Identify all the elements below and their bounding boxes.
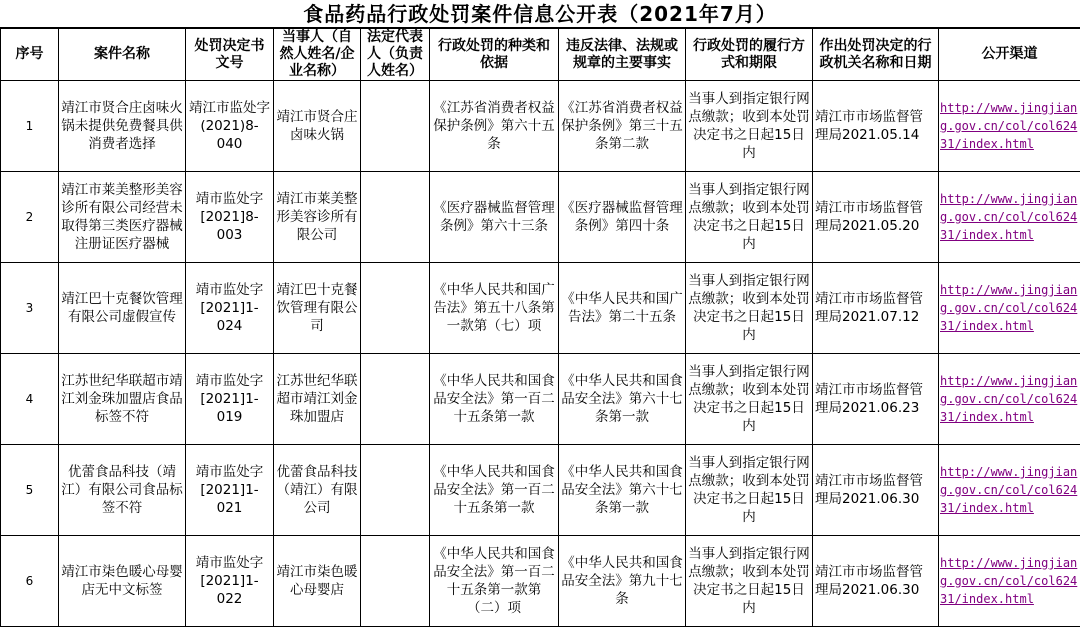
header-penalty-basis[interactable]: 行政处罚的种类和依据 <box>430 29 559 81</box>
cell-channel-link[interactable]: http://www.jingjiang.gov.cn/col/col62431/index.html <box>939 445 1080 536</box>
cell-no[interactable]: 5 <box>1 445 59 536</box>
header-party[interactable]: 当事人（自然人姓名/企业名称） <box>274 29 361 81</box>
cell-authority-date[interactable]: 靖江市市场监督管理局2021.07.12 <box>813 263 939 354</box>
cell-party[interactable]: 靖江巴十克餐饮管理有限公司 <box>274 263 361 354</box>
cell-channel-link[interactable]: http://www.jingjiang.gov.cn/col/col62431/index.html <box>939 172 1080 263</box>
header-channel[interactable]: 公开渠道 <box>939 29 1080 81</box>
cell-no[interactable]: 4 <box>1 354 59 445</box>
header-case-name[interactable]: 案件名称 <box>59 29 186 81</box>
cell-party[interactable]: 江苏世纪华联超市靖江刘金珠加盟店 <box>274 354 361 445</box>
cell-penalty-basis[interactable]: 《中华人民共和国食品安全法》第一百二十五条第一款第（二）项 <box>430 536 559 627</box>
cell-authority-date[interactable]: 靖江市市场监督管理局2021.06.30 <box>813 445 939 536</box>
cell-channel-link[interactable]: http://www.jingjiang.gov.cn/col/col62431/index.html <box>939 81 1080 172</box>
cell-case-name[interactable]: 靖江市贤合庄卤味火锅未提供免费餐具供消费者选择 <box>59 81 186 172</box>
cell-authority-date[interactable]: 靖江市市场监督管理局2021.05.20 <box>813 172 939 263</box>
cell-doc-no[interactable]: 靖市监处字[2021]1-022 <box>186 536 274 627</box>
cell-method-deadline[interactable]: 当事人到指定银行网点缴款；收到本处罚决定书之日起15日内 <box>686 81 813 172</box>
cell-violation-facts[interactable]: 《中华人民共和国广告法》第二十五条 <box>559 263 686 354</box>
cell-case-name[interactable]: 靖江市莱美整形美容诊所有限公司经营未取得第三类医疗器械注册证医疗器械 <box>59 172 186 263</box>
table-row <box>1 445 1080 536</box>
cell-no[interactable]: 6 <box>1 536 59 627</box>
table-row <box>1 354 1080 445</box>
cell-legal-rep[interactable] <box>361 172 430 263</box>
header-violation-facts[interactable]: 违反法律、法规或规章的主要事实 <box>559 29 686 81</box>
cell-penalty-basis[interactable]: 《医疗器械监督管理条例》第六十三条 <box>430 172 559 263</box>
header-no[interactable]: 序号 <box>1 29 59 81</box>
cell-authority-date[interactable]: 靖江市市场监督管理局2021.06.23 <box>813 354 939 445</box>
cell-method-deadline[interactable]: 当事人到指定银行网点缴款；收到本处罚决定书之日起15日内 <box>686 172 813 263</box>
table-row <box>1 536 1080 627</box>
cell-party[interactable]: 优蕾食品科技（靖江）有限公司 <box>274 445 361 536</box>
cell-penalty-basis[interactable]: 《中华人民共和国食品安全法》第一百二十五条第一款 <box>430 354 559 445</box>
cell-legal-rep[interactable] <box>361 536 430 627</box>
cell-legal-rep[interactable] <box>361 354 430 445</box>
cell-channel-link[interactable]: http://www.jingjiang.gov.cn/col/col62431/index.html <box>939 536 1080 627</box>
table-row <box>1 263 1080 354</box>
table-row <box>1 81 1080 172</box>
cell-no[interactable]: 2 <box>1 172 59 263</box>
cell-party[interactable]: 靖江市莱美整形美容诊所有限公司 <box>274 172 361 263</box>
table-row <box>1 172 1080 263</box>
cell-no[interactable]: 3 <box>1 263 59 354</box>
cell-violation-facts[interactable]: 《中华人民共和国食品安全法》第六十七条第一款 <box>559 354 686 445</box>
cell-channel-link[interactable]: http://www.jingjiang.gov.cn/col/col62431/index.html <box>939 354 1080 445</box>
cell-authority-date[interactable]: 靖江市市场监督管理局2021.06.30 <box>813 536 939 627</box>
cell-case-name[interactable]: 江苏世纪华联超市靖江刘金珠加盟店食品标签不符 <box>59 354 186 445</box>
cell-method-deadline[interactable]: 当事人到指定银行网点缴款；收到本处罚决定书之日起15日内 <box>686 445 813 536</box>
cell-case-name[interactable]: 靖江巴十克餐饮管理有限公司虚假宣传 <box>59 263 186 354</box>
cell-penalty-basis[interactable]: 《中华人民共和国广告法》第五十八条第一款第（七）项 <box>430 263 559 354</box>
cell-authority-date[interactable]: 靖江市市场监督管理局2021.05.14 <box>813 81 939 172</box>
cell-violation-facts[interactable]: 《中华人民共和国食品安全法》第六十七条第一款 <box>559 445 686 536</box>
cell-method-deadline[interactable]: 当事人到指定银行网点缴款；收到本处罚决定书之日起15日内 <box>686 536 813 627</box>
cell-doc-no[interactable]: 靖市监处字[2021]1-019 <box>186 354 274 445</box>
cell-channel-link[interactable]: http://www.jingjiang.gov.cn/col/col62431/index.html <box>939 263 1080 354</box>
cell-violation-facts[interactable]: 《中华人民共和国食品安全法》第九十七条 <box>559 536 686 627</box>
cell-method-deadline[interactable]: 当事人到指定银行网点缴款；收到本处罚决定书之日起15日内 <box>686 263 813 354</box>
cell-no[interactable]: 1 <box>1 81 59 172</box>
table-title: 食品药品行政处罚案件信息公开表（2021年7月） <box>0 0 1080 28</box>
cell-doc-no[interactable]: 靖市监处字[2021]1-024 <box>186 263 274 354</box>
cell-doc-no[interactable]: 靖江市监处字(2021)8-040 <box>186 81 274 172</box>
header-method-deadline[interactable]: 行政处罚的履行方式和期限 <box>686 29 813 81</box>
cell-legal-rep[interactable] <box>361 81 430 172</box>
header-authority-date[interactable]: 作出处罚决定的行政机关名称和日期 <box>813 29 939 81</box>
cell-violation-facts[interactable]: 《江苏省消费者权益保护条例》第三十五条第二款 <box>559 81 686 172</box>
header-row <box>1 29 1080 81</box>
cell-method-deadline[interactable]: 当事人到指定银行网点缴款；收到本处罚决定书之日起15日内 <box>686 354 813 445</box>
cell-case-name[interactable]: 靖江市柒色暖心母婴店无中文标签 <box>59 536 186 627</box>
header-doc-no[interactable]: 处罚决定书文号 <box>186 29 274 81</box>
cell-legal-rep[interactable] <box>361 445 430 536</box>
cell-doc-no[interactable]: 靖市监处字[2021]8-003 <box>186 172 274 263</box>
cell-doc-no[interactable]: 靖市监处字[2021]1-021 <box>186 445 274 536</box>
header-legal-rep[interactable]: 法定代表人（负责人姓名） <box>361 29 430 81</box>
cell-penalty-basis[interactable]: 《中华人民共和国食品安全法》第一百二十五条第一款 <box>430 445 559 536</box>
cell-violation-facts[interactable]: 《医疗器械监督管理条例》第四十条 <box>559 172 686 263</box>
cell-case-name[interactable]: 优蕾食品科技（靖江）有限公司食品标签不符 <box>59 445 186 536</box>
cell-penalty-basis[interactable]: 《江苏省消费者权益保护条例》第六十五条 <box>430 81 559 172</box>
penalty-table <box>0 28 1080 627</box>
cell-legal-rep[interactable] <box>361 263 430 354</box>
cell-party[interactable]: 靖江市柒色暖心母婴店 <box>274 536 361 627</box>
cell-party[interactable]: 靖江市贤合庄卤味火锅 <box>274 81 361 172</box>
